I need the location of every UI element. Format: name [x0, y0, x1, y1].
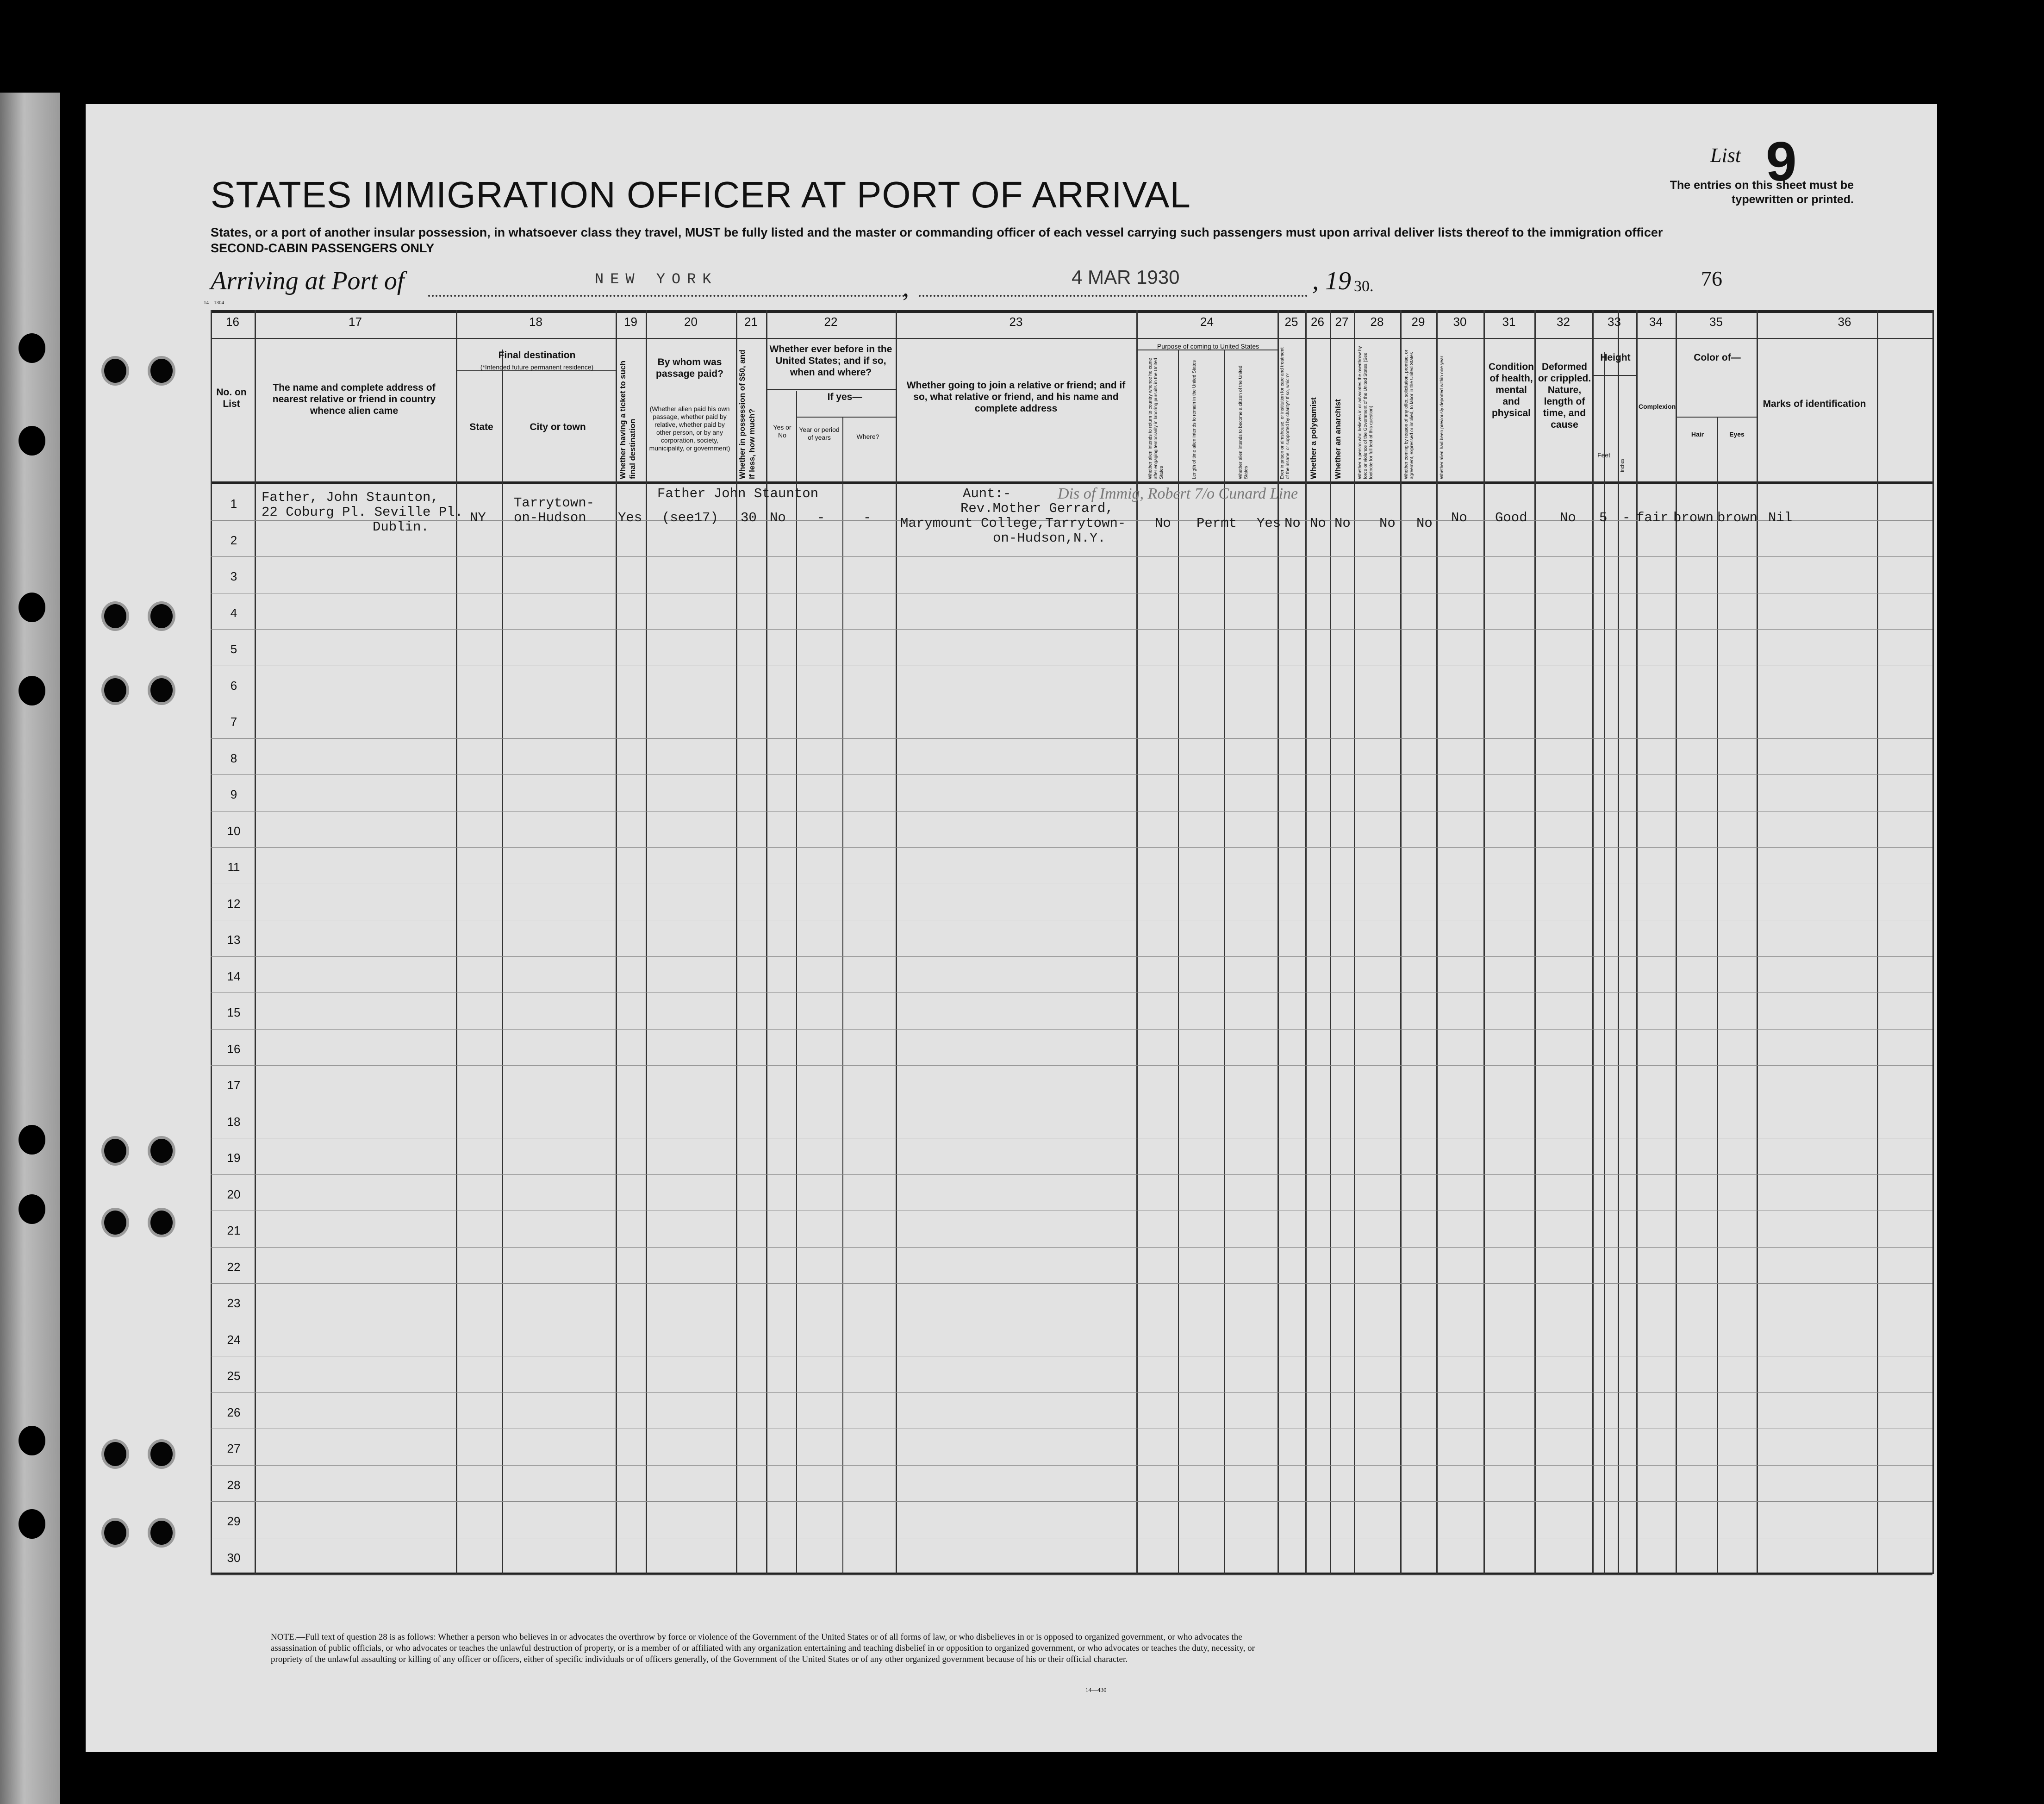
list-number: 9 [1766, 131, 1797, 193]
col17-header: The name and complete address of nearest relative or friend in country whence alien came [272, 382, 436, 416]
row-rule [211, 1283, 1932, 1284]
punch-hole [19, 1125, 45, 1155]
col28-header: Whether a person who believes in or advocates the overthrow by force or violence of the Government of the United States (See footnote for full text of this question) [1358, 346, 1374, 479]
punch-hole [19, 1194, 45, 1224]
column-rule [1483, 310, 1485, 1574]
punch-hole [19, 426, 45, 456]
col32-header: Deformed or crippled. Nature, length of time, and cause [1538, 362, 1591, 430]
column-rule [1636, 310, 1638, 1574]
sub-column-rule [796, 391, 797, 1574]
col27-header: Whether an anarchist [1334, 399, 1342, 479]
row-number: 21 [227, 1223, 241, 1237]
city-line1: Tarrytown- [514, 495, 595, 511]
col18-header: Final destination [498, 350, 576, 361]
row-number: 11 [227, 860, 240, 874]
q29-value: No [1416, 516, 1433, 531]
col24b-header: Length of time alien intends to remain in the United States [1192, 360, 1197, 479]
column-number: 34 [1649, 315, 1663, 329]
col35-eyes-header: Eyes [1729, 431, 1745, 438]
punch-hole [19, 1426, 45, 1455]
passage-value: (see17) [662, 510, 718, 525]
row-number: 15 [227, 1005, 241, 1019]
column-rule [1330, 310, 1331, 1574]
length-of-stay-value: Permt [1196, 516, 1237, 531]
row-number: 24 [227, 1332, 241, 1347]
separator-comma: , [903, 274, 909, 302]
punch-hole [150, 1521, 173, 1545]
col30-header: Whether alien had been previously deported within one year [1440, 356, 1445, 479]
row-number: 7 [230, 715, 237, 729]
row-number: 19 [227, 1151, 241, 1165]
column-rule [1618, 310, 1619, 1574]
page-title: STATES IMMIGRATION OFFICER AT PORT OF ARRIVAL [211, 174, 1191, 215]
sheet-number: 76 [1701, 267, 1722, 290]
row-number: 22 [227, 1260, 241, 1274]
column-number: 20 [684, 315, 698, 329]
col18-city-header: City or town [530, 422, 586, 432]
col18-note: (*Intended future permanent residence) [480, 363, 594, 371]
return-value: No [1155, 516, 1171, 531]
c17-line2: 22 Coburg Pl. Seville Pl. [262, 505, 463, 520]
row-number: 26 [227, 1405, 241, 1419]
eyes-value: brown [1717, 510, 1758, 525]
column-rule [1877, 310, 1878, 1574]
year-suffix: 30. [1354, 278, 1374, 295]
column-number: 32 [1557, 315, 1570, 329]
col22-header: Whether ever before in the United States; and if so, when and where? [769, 344, 892, 378]
col23-header: Whether going to join a relative or friend; and if so, what relative or friend, and his name and complete address [906, 380, 1126, 414]
column-number: 24 [1200, 315, 1214, 329]
year-prefix: , 19 [1312, 267, 1351, 295]
col22-yesno-header: Yes or No [773, 424, 791, 439]
row-number: 2 [230, 533, 237, 547]
col34-header: Complexion [1639, 403, 1676, 410]
row-rule [211, 847, 1932, 848]
row-number: 8 [230, 751, 237, 765]
row-rule [211, 1029, 1932, 1030]
date-field-line [919, 295, 1308, 297]
deformed-value: No [1560, 510, 1576, 525]
column-rule [1534, 310, 1536, 1574]
citizen-value: Yes [1257, 516, 1281, 531]
column-number: 29 [1411, 315, 1425, 329]
handwritten-annotation: Dis of Immig, Robert 7/o Cunard Line [1058, 485, 1298, 502]
header-group-rule [796, 417, 896, 418]
row-number: 13 [227, 933, 241, 947]
state-value: NY [470, 510, 486, 525]
been-before-value: No [770, 510, 786, 525]
punch-hole [150, 604, 173, 628]
port-field-line [428, 295, 905, 297]
join-line2: Rev.Mother Gerrard, [960, 501, 1114, 516]
punch-hole [150, 1442, 173, 1466]
col19-header: Whether having a ticket to such final destination [618, 361, 637, 479]
feet-value: 5 [1599, 510, 1608, 525]
money-value: 30 [741, 510, 757, 525]
row-number: 23 [227, 1296, 241, 1310]
join-line3: Marymount College,Tarrytown- [900, 516, 1126, 531]
col26-header: Whether a polygamist [1309, 397, 1318, 479]
col35-header: Color of— [1694, 352, 1741, 363]
marks-value: Nil [1768, 510, 1793, 525]
punch-hole [19, 333, 45, 363]
corner-form-code: 14—1304 [204, 300, 224, 306]
col24-header: Purpose of coming to United States [1157, 343, 1259, 350]
row-rule [211, 956, 1932, 957]
inches-value: - [1622, 510, 1631, 525]
arriving-label: Arriving at Port of [211, 267, 405, 295]
column-number: 30 [1453, 315, 1467, 329]
row-number: 10 [227, 824, 241, 838]
column-number: 18 [529, 315, 542, 329]
col18-state-header: State [469, 422, 493, 432]
sub-column-rule [1178, 350, 1179, 1574]
health-value: Good [1495, 510, 1527, 525]
column-rule [896, 310, 897, 1574]
col31-header: Condition of health, mental and physical [1489, 362, 1534, 418]
table-top-rule [211, 310, 1932, 313]
previous-page-edge [0, 93, 60, 1804]
row-number: 17 [227, 1078, 241, 1092]
punch-hole [150, 359, 173, 383]
punch-hole [19, 676, 45, 705]
column-rule [1757, 310, 1758, 1574]
col22-where-header: Where? [856, 433, 879, 440]
row-rule [211, 1174, 1932, 1175]
header-rule [211, 338, 1932, 339]
punch-hole [19, 593, 45, 622]
row-number: 14 [227, 969, 241, 983]
col33-feet-header: Feet [1597, 451, 1610, 459]
row-rule [211, 1392, 1932, 1393]
deported-value: No [1451, 510, 1467, 525]
col16-header: No. on List [216, 387, 247, 409]
where-value: - [863, 510, 872, 525]
column-rule [646, 310, 647, 1574]
col24c-header: Whether alien intends to become a citizen of the United States [1238, 365, 1249, 479]
join-line4: on-Hudson,N.Y. [993, 531, 1106, 546]
sub-column-rule [1604, 352, 1605, 1574]
col33-inches-header: Inches [1620, 458, 1625, 472]
row-rule [211, 738, 1932, 739]
row-rule [211, 629, 1932, 630]
c17-line1: Father, John Staunton, [262, 490, 439, 505]
column-number: 21 [744, 315, 758, 329]
col21-header: Whether in possession of $50, and if less, how much? [738, 350, 756, 479]
column-number: 31 [1502, 315, 1516, 329]
row-number: 9 [230, 787, 237, 801]
footnote: NOTE.—Full text of question 28 is as follows: Whether a person who believes in or advocates the overthrow by force or violence of the Government of the United States or of all forms of law, or who disbelieves in or is opposed to organized government, or who advocates the assassination of public officials, or who advocates or teaches the unlawful destruction of property, or is a member of or affiliated with any organization entertaining and teaching disbelief in or opposition to organized government, or who advocates or teaches the duty, necessity, or propriety of the unlawful assaulting or killing of any officer or officers, either of specific individuals or of officers generally, of the Government of the United States or of any other organized government because of his or their official character. [271, 1632, 1255, 1664]
instructions-text: States, or a port of another insular possession, in whatsoever class they travel, MUST be fully listed and the master or commanding officer of each vessel carrying such passengers must upon arrival deliver lists thereof to the immigration officer SECOND-CABIN PASSENGERS ONLY [211, 225, 1663, 255]
punch-hole [104, 1211, 126, 1235]
column-rule [1354, 310, 1355, 1574]
c17-line3: Dublin. [373, 519, 429, 535]
row-rule [211, 1247, 1932, 1248]
hair-value: brown [1673, 510, 1714, 525]
city-line2: on-Hudson [514, 510, 586, 525]
column-rule [211, 310, 212, 1574]
col36-header: Marks of identification [1763, 399, 1866, 409]
row-number: 30 [227, 1550, 241, 1565]
row-number: 6 [230, 678, 237, 693]
col20-header: By whom was passage paid? [656, 357, 723, 379]
column-rule [1400, 310, 1402, 1574]
row-number: 1 [230, 497, 237, 511]
complexion-value: fair [1636, 510, 1669, 525]
header-group-rule [1592, 375, 1636, 376]
row-number: 27 [227, 1442, 241, 1455]
sub-column-rule [502, 350, 503, 1574]
polygamist-value: No [1310, 516, 1326, 531]
punch-hole [104, 1139, 126, 1163]
row-number: 4 [230, 605, 237, 620]
column-number: 33 [1608, 315, 1621, 329]
column-number: 23 [1009, 315, 1023, 329]
ticket-value: Yes [618, 510, 642, 525]
header-group-rule [766, 389, 896, 390]
col20-note: (Whether alien paid his own passage, whether paid by relative, whether paid by other person, or by any corporation, society, municipality, or government) [649, 405, 730, 452]
punch-hole [104, 678, 126, 702]
port-value: NEW YORK [595, 271, 718, 288]
sub-column-rule [842, 417, 843, 1574]
row-rule [211, 774, 1932, 775]
row-number: 25 [227, 1369, 241, 1383]
sub-column-rule [1717, 417, 1718, 1574]
punch-hole [150, 678, 173, 702]
row-rule [211, 1501, 1932, 1502]
column-number: 36 [1838, 315, 1851, 329]
date-stamp: 4 MAR 1930 [1072, 266, 1180, 288]
row-rule [211, 1465, 1932, 1466]
col22-year-header: Year or period of years [799, 426, 840, 441]
column-rule [1305, 310, 1307, 1574]
row-number: 29 [227, 1514, 241, 1528]
sub-column-rule [1224, 350, 1225, 1574]
column-number: 27 [1335, 315, 1349, 329]
q28-value: No [1379, 516, 1396, 531]
list-label: List [1710, 144, 1741, 167]
punch-hole [19, 1509, 45, 1539]
col25-header: Ever in prison or almshouse, or institution for care and treatment of the insane, or supported by charity? If so, which? [1280, 347, 1290, 479]
column-number: 19 [624, 315, 637, 329]
form-code: 14—430 [1085, 1686, 1107, 1693]
col29-header: Whether coming by reason of any offer, solicitation, promise, or agreement, expressed or implied, to labor in the United States [1404, 350, 1415, 479]
column-number: 16 [226, 315, 239, 329]
row-number: 5 [230, 642, 237, 656]
punch-hole [104, 359, 126, 383]
manifest-table [204, 300, 1932, 1592]
row-number: 20 [227, 1187, 241, 1201]
anarchist-value: No [1334, 516, 1351, 531]
col33-header: Height [1600, 352, 1631, 363]
column-rule [616, 310, 617, 1574]
punch-hole [150, 1211, 173, 1235]
punch-hole [150, 1139, 173, 1163]
column-rule [456, 310, 457, 1574]
col24a-header: Whether alien intends to return to country whence he came after engaging temporarily in laboring pursuits in the United States [1148, 358, 1164, 479]
year-value: - [817, 510, 825, 525]
row-rule [211, 1065, 1932, 1066]
col22-ifyes-header: If yes— [827, 392, 862, 402]
column-rule [1676, 310, 1677, 1574]
row-number: 16 [227, 1042, 241, 1056]
column-number: 26 [1311, 315, 1324, 329]
column-rule [255, 310, 256, 1574]
entries-note: The entries on this sheet must be typewritten or printed. [1670, 179, 1854, 206]
row-number: 28 [227, 1478, 241, 1492]
column-number: 22 [824, 315, 838, 329]
row-rule [211, 556, 1932, 557]
header-group-rule [1676, 417, 1757, 418]
row-number: 18 [227, 1114, 241, 1129]
header-bottom-rule [211, 481, 1932, 484]
column-rule [1592, 310, 1594, 1574]
passage-overprint: Father John Staunton [657, 486, 819, 501]
punch-hole [104, 1442, 126, 1466]
punch-hole [104, 1521, 126, 1545]
column-number: 28 [1370, 315, 1384, 329]
join-line1: Aunt:- [963, 486, 1011, 501]
column-number: 25 [1284, 315, 1298, 329]
column-rule [1932, 310, 1934, 1574]
column-rule [1436, 310, 1438, 1574]
col35-hair-header: Hair [1691, 431, 1704, 438]
row-number: 12 [227, 896, 241, 911]
column-number: 17 [349, 315, 362, 329]
punch-hole [104, 604, 126, 628]
row-number: 3 [230, 569, 237, 583]
manifest-page [86, 104, 1937, 1752]
prison-value: No [1284, 516, 1301, 531]
column-number: 35 [1709, 315, 1723, 329]
